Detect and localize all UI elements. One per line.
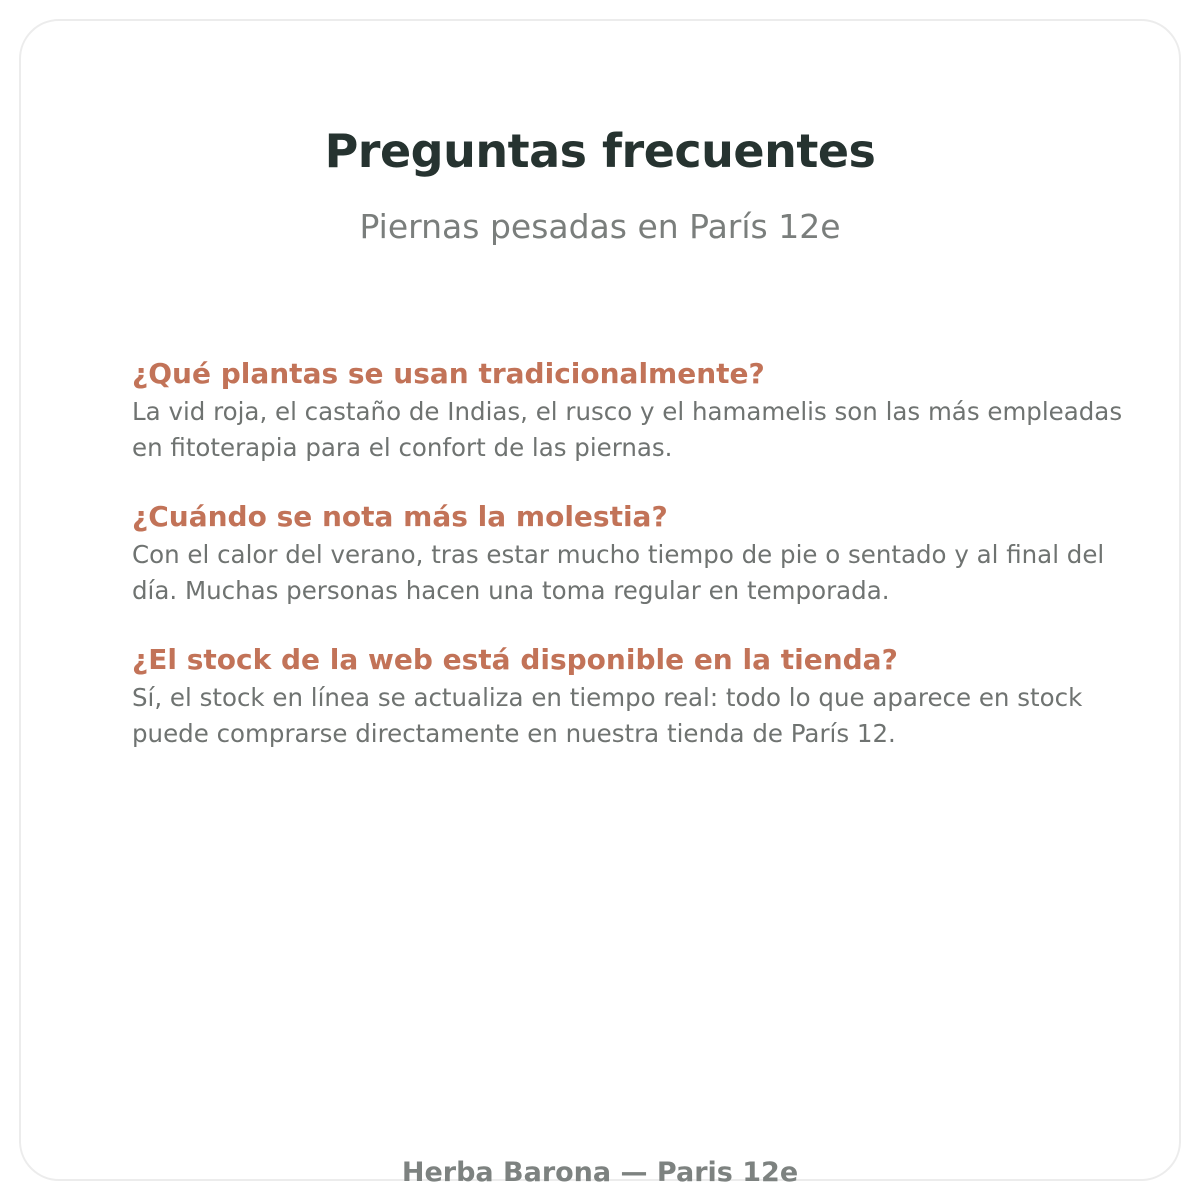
faq-card xyxy=(19,19,1181,1188)
faq-question: ¿Cuándo se nota más la molestia? xyxy=(132,500,668,533)
faq-answer: La vid roja, el castaño de Indias, el rusco y el hamamelis son las más empleadas en fitoterapia para el confort de las piernas. xyxy=(132,397,1123,462)
faq-item xyxy=(132,354,1132,466)
page-title: Preguntas frecuentes xyxy=(324,124,876,178)
faq-item xyxy=(132,640,1132,752)
footer-brand: Herba Barona — Paris 12e xyxy=(401,1157,799,1188)
faq-question: ¿Qué plantas se usan tradicionalmente? xyxy=(132,357,765,390)
faq-list xyxy=(132,354,1132,783)
faq-item xyxy=(132,497,1132,609)
faq-question: ¿El stock de la web está disponible en la tienda? xyxy=(132,643,898,676)
faq-answer: Sí, el stock en línea se actualiza en tiempo real: todo lo que aparece en stock puede comprarse directamente en nuestra tienda de París 12. xyxy=(132,683,1083,748)
faq-answer: Con el calor del verano, tras estar mucho tiempo de pie o sentado y al final del día. Muchas personas hacen una toma regular en temporada. xyxy=(132,540,1105,605)
page-subtitle: Piernas pesadas en París 12e xyxy=(359,207,841,246)
